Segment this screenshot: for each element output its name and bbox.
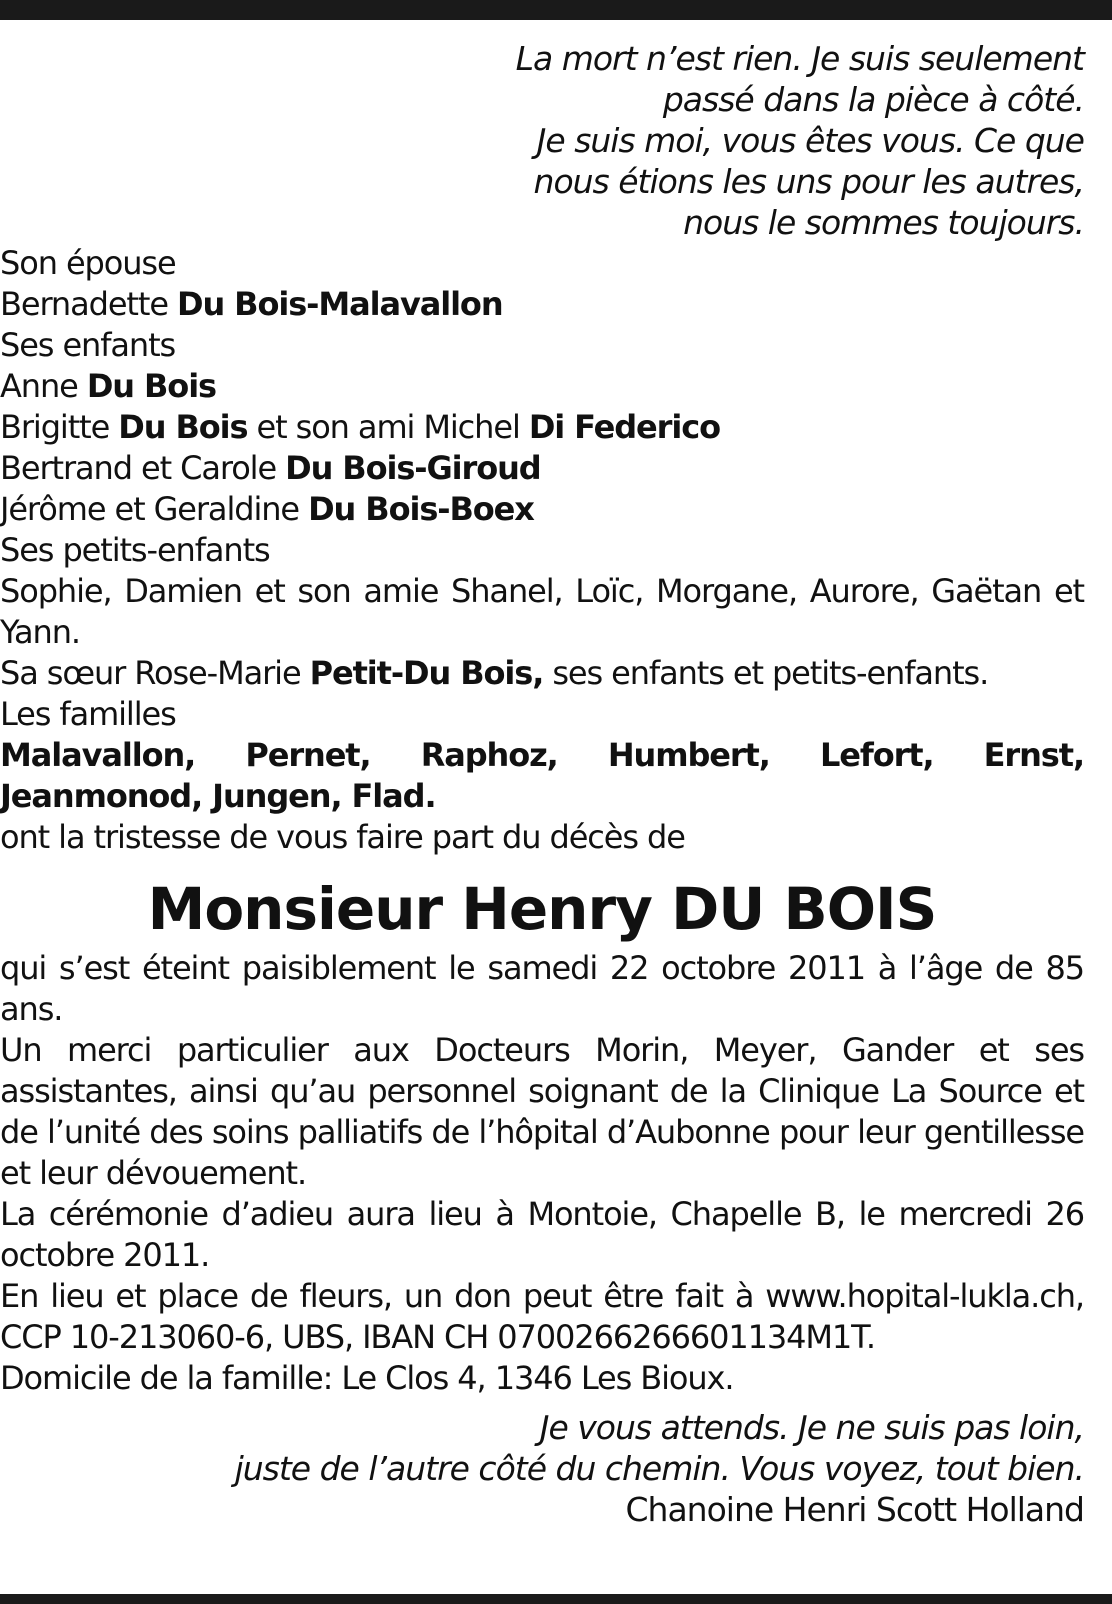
families-names: Malavallon, Pernet, Raphoz, Humbert, Lefort, Ernst, Jeanmonod, Jungen, Flad. xyxy=(0,736,1084,815)
quote-line: nous le sommes toujours. xyxy=(683,203,1084,242)
child-entry: Anne Du Bois xyxy=(0,367,217,405)
spouse-label: Son épouse xyxy=(0,244,176,282)
quote-line: Je vous attends. Je ne suis pas loin, xyxy=(539,1408,1084,1447)
grandchildren-names: Sophie, Damien et son amie Shanel, Loïc, Morgane, Aurore, Gaëtan et Yann. xyxy=(0,572,1084,651)
address-text: Domicile de la famille: Le Clos 4, 1346 Les Bioux. xyxy=(0,1359,734,1397)
opening-quote xyxy=(0,38,1084,243)
ceremony-text: La cérémonie d’adieu aura lieu à Montoie, Chapelle B, le mercredi 26 octobre 2011. xyxy=(0,1195,1084,1274)
family-list xyxy=(0,243,1084,858)
notice-details xyxy=(0,948,1084,1399)
donation-text: En lieu et place de fleurs, un don peut être fait à www.hopital-lukla.ch, CCP 10-213060-6, UBS, IBAN CH 0700266266601134M1T. xyxy=(0,1277,1084,1356)
children-label: Ses enfants xyxy=(0,326,176,364)
quote-line: nous étions les uns pour les autres, xyxy=(533,162,1084,201)
spouse-name: Bernadette Du Bois-Malavallon xyxy=(0,285,503,323)
deceased-name: Monsieur Henry DU BOIS xyxy=(147,875,937,943)
child-entry: Brigitte Du Bois et son ami Michel Di Federico xyxy=(0,408,720,446)
quote-line: juste de l’autre côté du chemin. Vous voyez, tout bien. xyxy=(234,1449,1084,1488)
bottom-border-rule xyxy=(0,1594,1112,1604)
obituary-notice xyxy=(0,38,1084,1530)
quote-line: passé dans la pièce à côté. xyxy=(662,80,1084,119)
quote-author: Chanoine Henri Scott Holland xyxy=(625,1490,1084,1529)
closing-quote xyxy=(0,1407,1084,1530)
thanks-text: Un merci particulier aux Docteurs Morin, Meyer, Gander et ses assistantes, ainsi qu’au personnel soignant de la Clinique La Source et de l’unité des soins palliatifs de l’hôpital d’Aubonne pour leur gentillesse et leur dévouement. xyxy=(0,1031,1084,1192)
passing-text: qui s’est éteint paisiblement le samedi 22 octobre 2011 à l’âge de 85 ans. xyxy=(0,949,1084,1028)
quote-line: La mort n’est rien. Je suis seulement xyxy=(515,39,1084,78)
announcement-text: ont la tristesse de vous faire part du décès de xyxy=(0,818,685,856)
families-label: Les familles xyxy=(0,695,176,733)
top-border-rule xyxy=(0,0,1112,20)
child-entry: Jérôme et Geraldine Du Bois-Boex xyxy=(0,490,534,528)
grandchildren-label: Ses petits-enfants xyxy=(0,531,270,569)
quote-line: Je suis moi, vous êtes vous. Ce que xyxy=(536,121,1084,160)
child-entry: Bertrand et Carole Du Bois-Giroud xyxy=(0,449,541,487)
sister-entry: Sa sœur Rose-Marie Petit-Du Bois, ses enfants et petits-enfants. xyxy=(0,654,989,692)
